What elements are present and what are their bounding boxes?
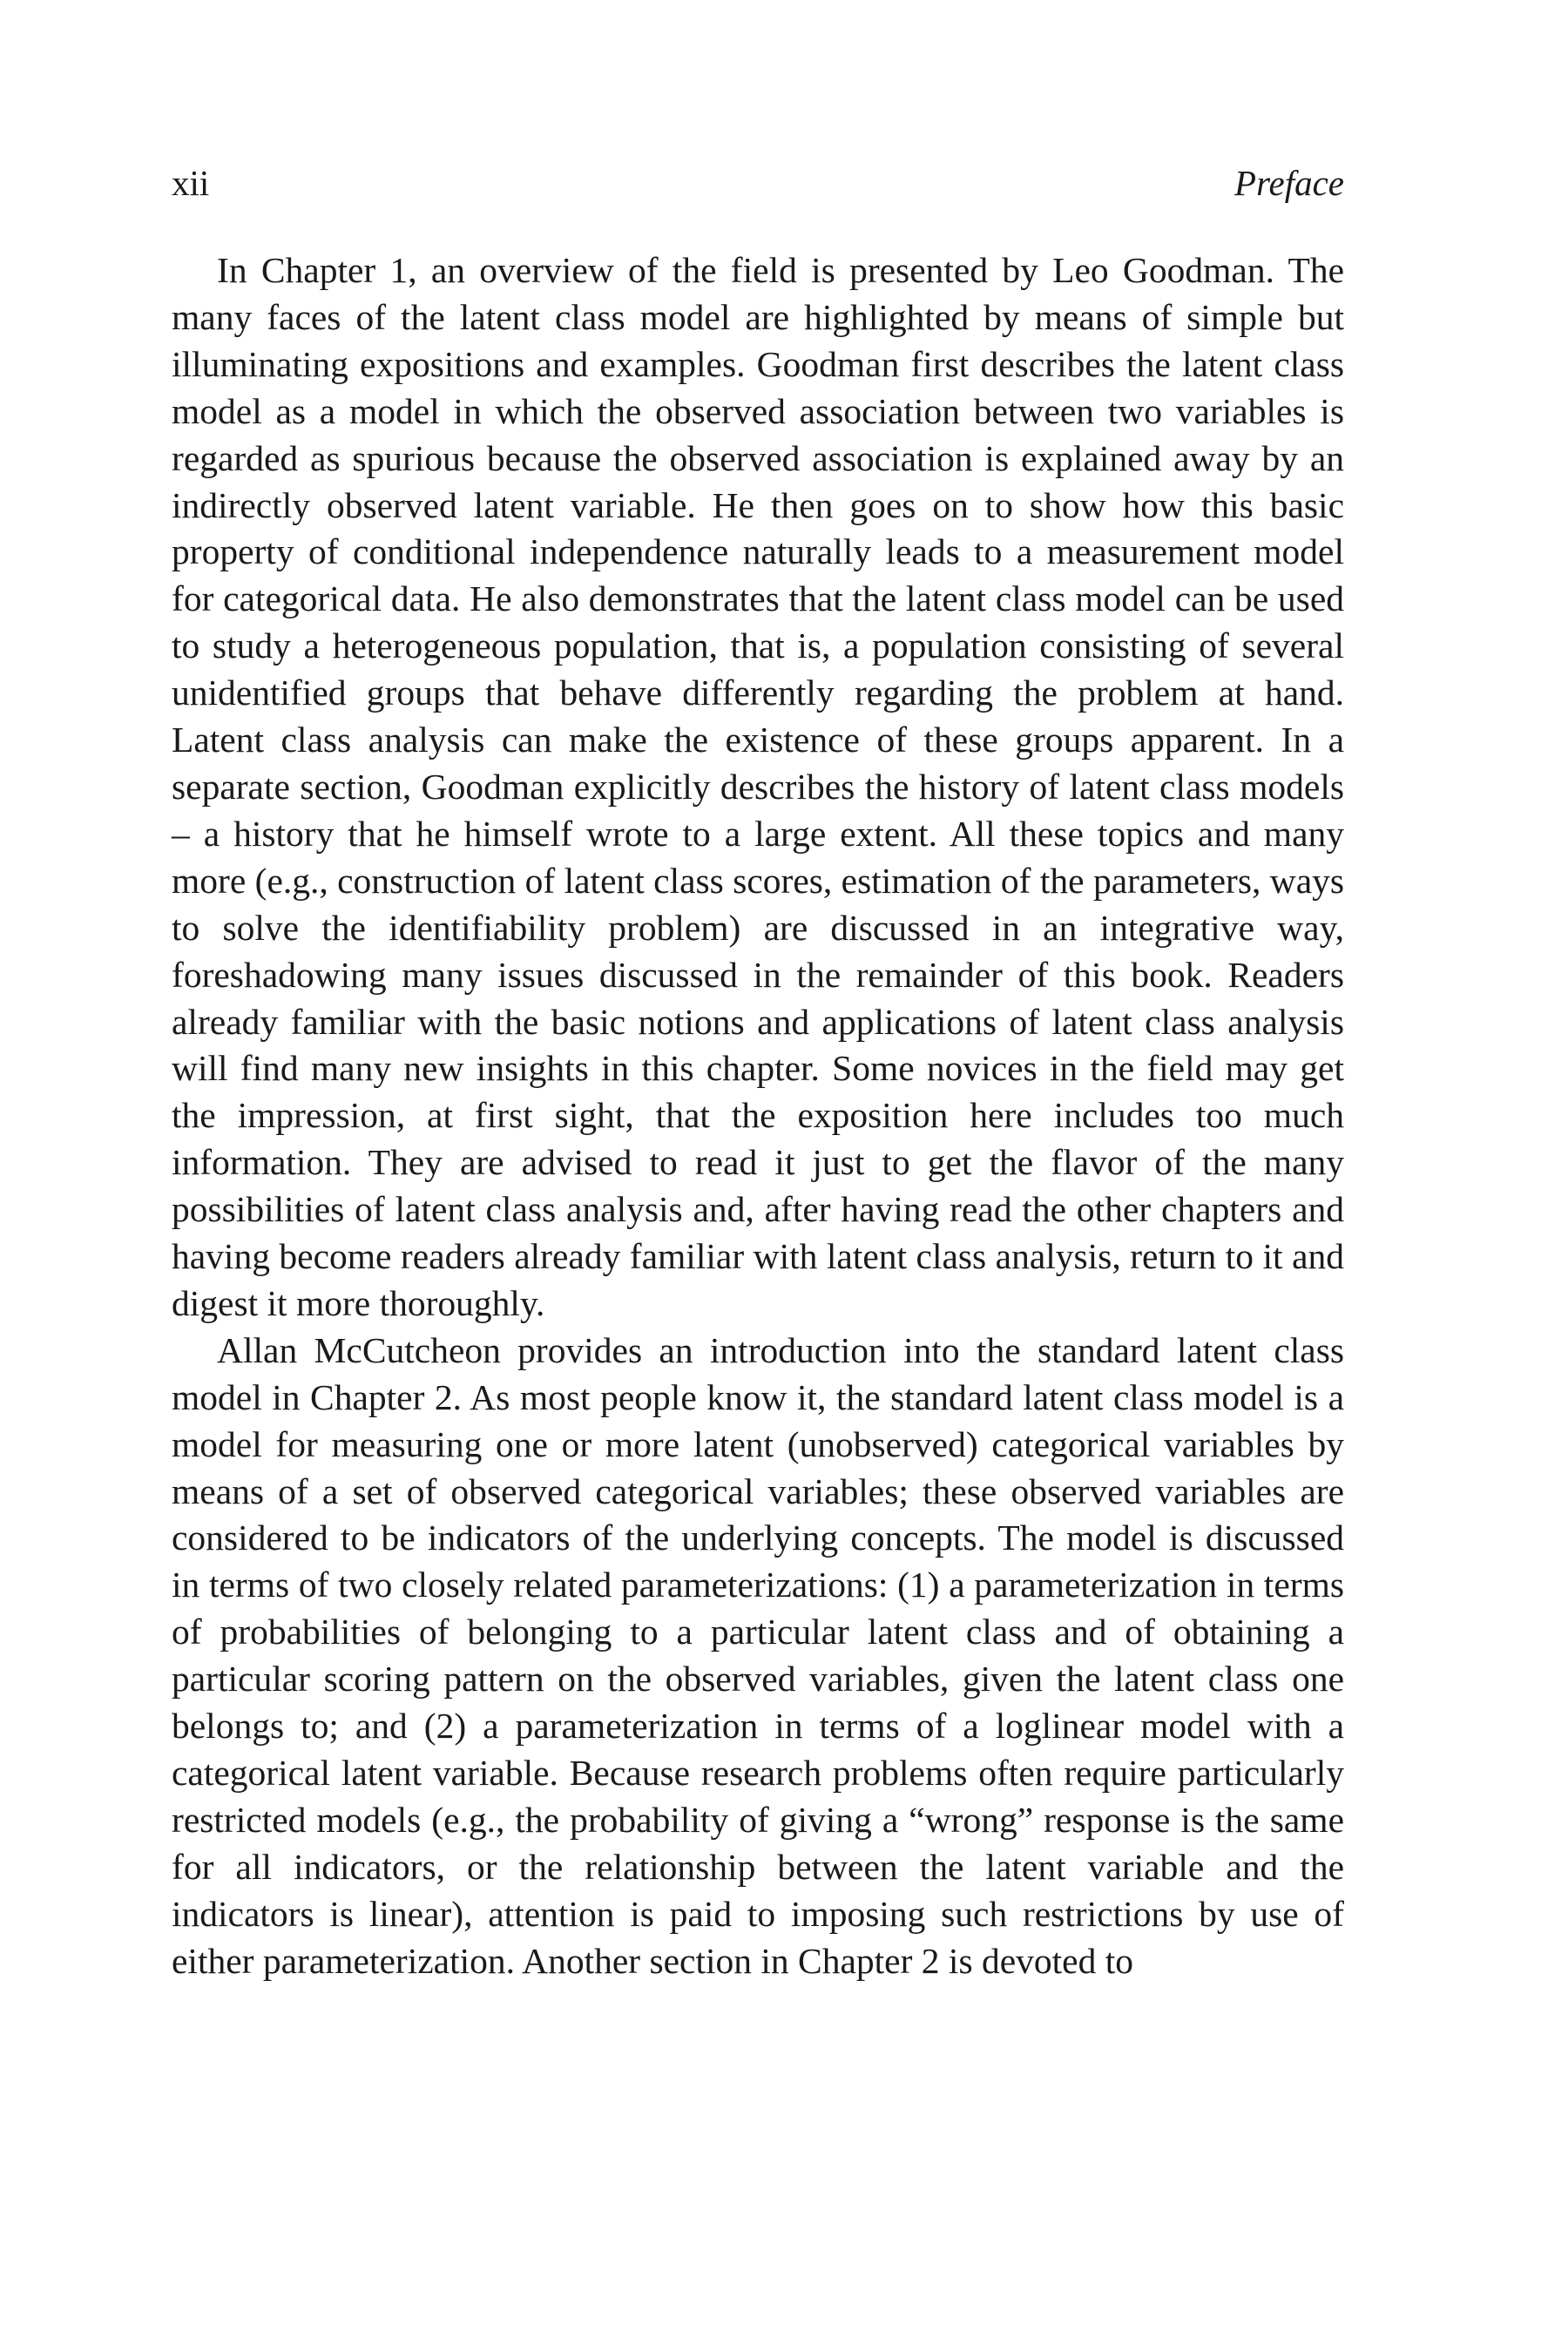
paragraph-chapter-1-overview: In Chapter 1, an overview of the field is presented by Leo Goodman. The many faces of the latent class model are highlighted by means of simple but illuminating expositions and examples. Goodman first describes the latent class model as a model in which the observed association between two variables is regarded as spurious because the observed association is explained away by an indirectly observed latent variable. He then goes on to show how this basic property of conditional independence naturally leads to a measurement model for categorical data. He also demonstrates that the latent class model can be used to study a heterogeneous population, that is, a population consisting of several unidentified groups that behave differently regarding the problem at hand. Latent class analysis can make the existence of these groups apparent. In a separate section, Goodman explicitly describes the history of latent class models – a history that he himself wrote to a large extent. All these topics and many more (e.g., construction of latent class scores, estimation of the parameters, ways to solve the identifiability problem) are discussed in an integrative way, foreshadowing many issues discussed in the remainder of this book. Readers already familiar with the basic notions and applications of latent class analysis will find many new insights in this chapter. Some novices in the field may get the impression, at first sight, that the exposition here includes too much information. They are advised to read it just to get the flavor of the many possibilities of latent class analysis and, after having read the other chapters and having become readers already familiar with latent class analysis, return to it and digest it more thoroughly. xyxy=(172,250,1345,1323)
paragraph-chapter-2-introduction: Allan McCutcheon provides an introduction into the standard latent class model in Chapter 2. As most people know it, the standard latent class model is a model for measuring one or more latent (unobserved) categorical variables by means of a set of observed categorical variables; these observed variables are considered to be indicators of the underlying concepts. The model is discussed in terms of two closely related parameterizations: (1) a parameterization in terms of probabilities of belonging to a particular latent class and of obtaining a particular scoring pattern on the observed variables, given the latent class one belongs to; and (2) a parameterization in terms of a loglinear model with a categorical latent variable. Because research problems often require particularly restricted models (e.g., the probability of giving a “wrong” response is the same for all indicators, or the relationship between the latent variable and the indicators is linear), attention is paid to imposing such restrictions by use of either parameterization. Another section in Chapter 2 is devoted to xyxy=(172,1329,1344,1981)
running-title: Preface xyxy=(1234,163,1344,203)
page-number: xii xyxy=(172,163,210,203)
running-head xyxy=(172,155,1344,211)
body-text xyxy=(172,247,1344,1985)
